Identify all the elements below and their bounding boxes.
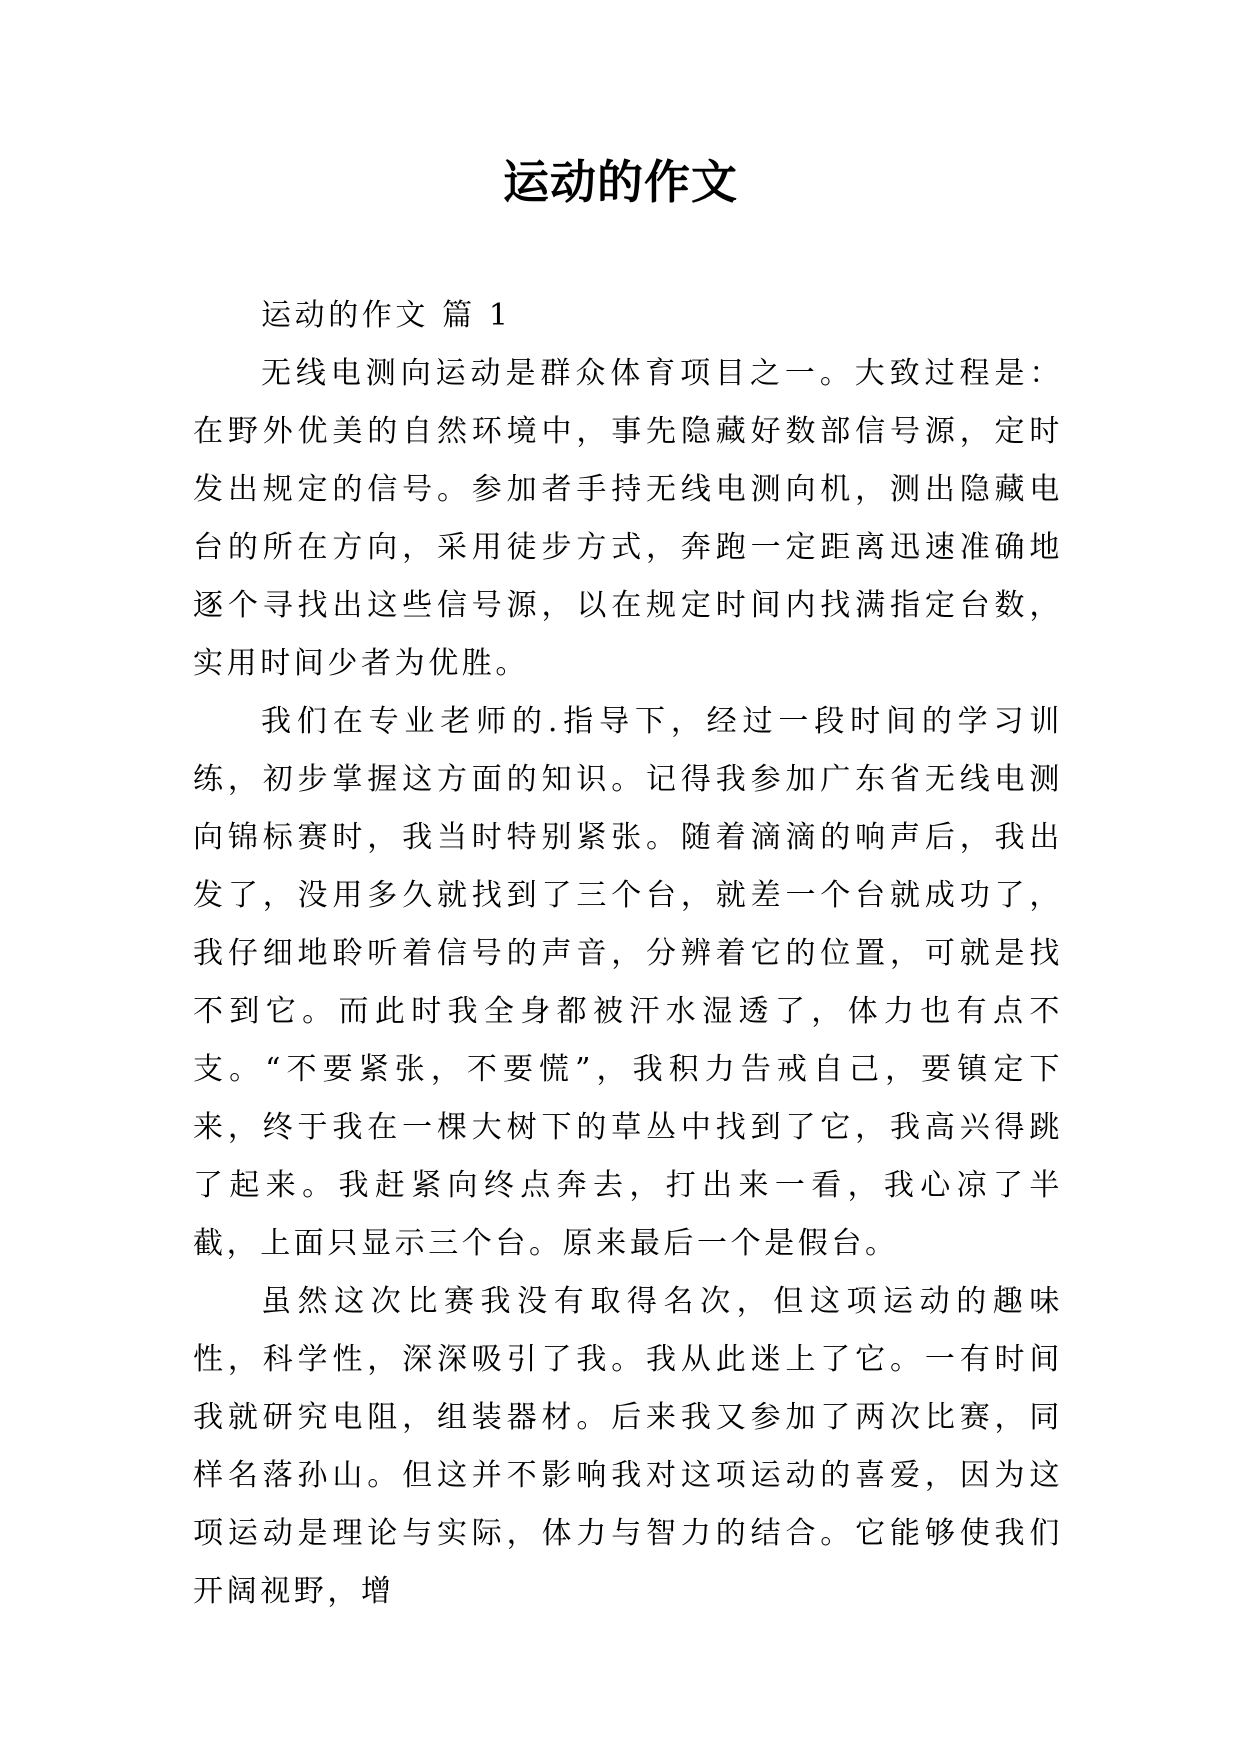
- paragraph-2: 我们在专业老师的.指导下，经过一段时间的学习训练，初步掌握这方面的知识。记得我参加广东省无线电测向锦标赛时，我当时特别紧张。随着滴滴的响声后，我出发了，没用多久就找到了三个台，就差一个台就成功了，我仔细地聆听着信号的声音，分辨着它的位置，可就是找不到它。而此时我全身都被汗水湿透了，体力也有点不支。“不要紧张，不要慌”，我积力告戒自己，要镇定下来，终于我在一棵大树下的草丛中找到了它，我高兴得跳了起来。我赶紧向终点奔去，打出来一看，我心凉了半截，上面只显示三个台。原来最后一个是假台。: [193, 704, 1063, 1261]
- paragraph-3: 虽然这次比赛我没有取得名次，但这项运动的趣味性，科学性，深深吸引了我。我从此迷上了它。一有时间我就研究电阻，组装器材。后来我又参加了两次比赛，同样名落孙山。但这并不影响我对这项运动的喜爱，因为这项运动是理论与实际，体力与智力的结合。它能够使我们开阔视野，增: [193, 1284, 1063, 1609]
- document-body: [193, 287, 1063, 1621]
- section-heading: 运动的作文 篇 1: [261, 298, 512, 333]
- document-title: 运动的作文: [503, 155, 738, 209]
- paragraph-1: 无线电测向运动是群众体育项目之一。大致过程是：在野外优美的自然环境中，事先隐藏好数部信号源，定时发出规定的信号。参加者手持无线电测向机，测出隐藏电台的所在方向，采用徒步方式，奔跑一定距离迅速准确地逐个寻找出这些信号源，以在规定时间内找满指定台数，实用时间少者为优胜。: [193, 356, 1063, 681]
